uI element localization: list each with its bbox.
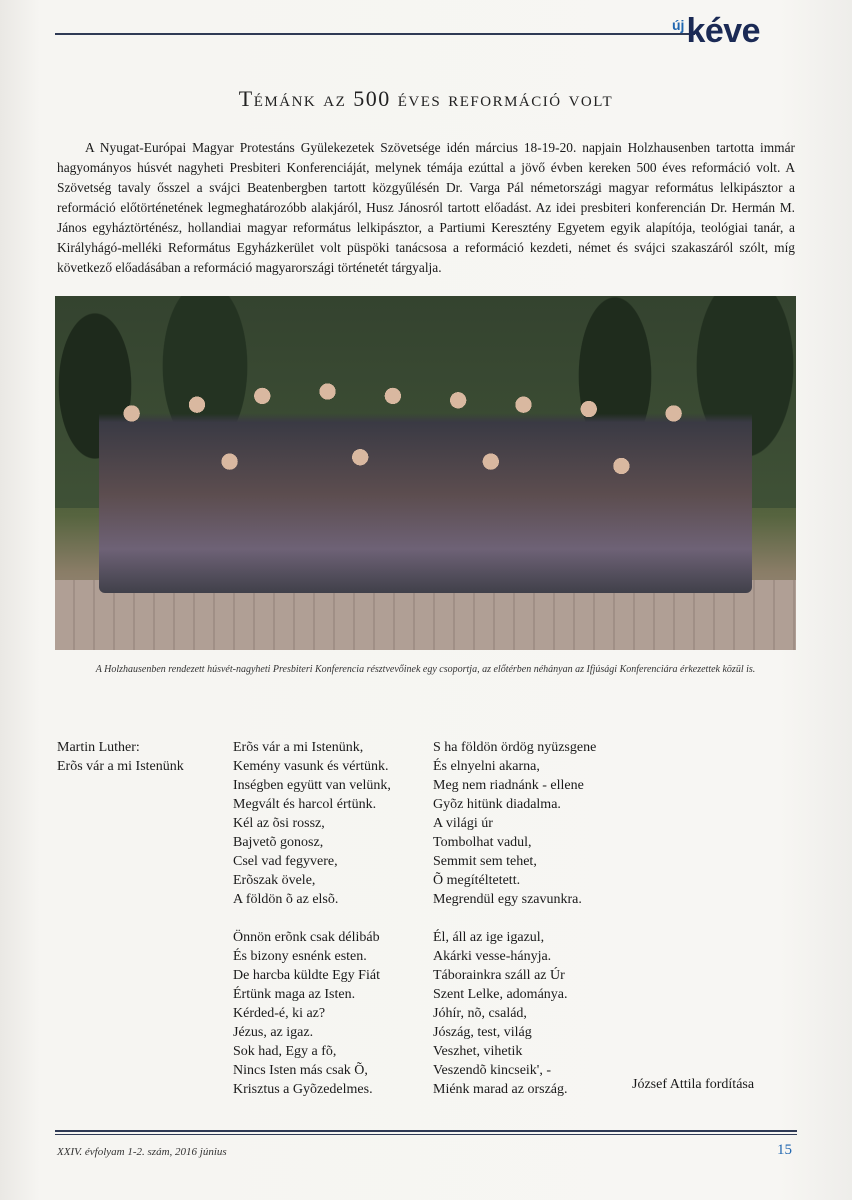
poem-column-1 bbox=[233, 738, 391, 1099]
poem-line: Bajvetõ gonosz, bbox=[233, 835, 324, 850]
poem-title: Erõs vár a mi Istenünk bbox=[57, 759, 184, 774]
magazine-logo bbox=[672, 12, 760, 52]
photo-caption: A Holzhausenben rendezett húsvét-nagyheti Presbiteri Konferencia résztvevőinek egy csoportja, az előtérben néhányan az Ifjúsági Konferenciára érkezettek közül is. bbox=[95, 664, 756, 675]
poem-line: Krisztus a Gyõzedelmes. bbox=[233, 1082, 373, 1097]
logo-small-text: új bbox=[672, 17, 685, 33]
poem-line: Megvált és harcol értünk. bbox=[233, 797, 377, 812]
poem-line: S ha földön ördög nyüzsgene bbox=[433, 740, 597, 755]
poem-author-block bbox=[57, 738, 184, 776]
poem-line: És bizony esnénk esten. bbox=[233, 949, 367, 964]
footer-rule bbox=[55, 1130, 797, 1132]
poem-line: És elnyelni akarna, bbox=[433, 759, 540, 774]
poem-author: Martin Luther: bbox=[57, 740, 140, 755]
poem-column-2 bbox=[433, 738, 596, 1099]
poem-line: Erõs vár a mi Istenünk, bbox=[233, 740, 364, 755]
page-number: 15 bbox=[777, 1142, 792, 1158]
poem-line: Kél az õsi rossz, bbox=[233, 816, 325, 831]
poem-line: Szent Lelke, adománya. bbox=[433, 987, 568, 1002]
poem-line: Táborainkra száll az Úr bbox=[433, 968, 565, 983]
poem-line: Értünk maga az Isten. bbox=[233, 987, 356, 1002]
stanza-gap bbox=[433, 909, 596, 928]
poem-line: Meg nem riadnánk - ellene bbox=[433, 778, 584, 793]
poem-line: A világi úr bbox=[433, 816, 493, 831]
stanza-gap bbox=[233, 909, 391, 928]
poem-line: A földön õ az elsõ. bbox=[233, 892, 339, 907]
poem-line: Akárki vesse-hányja. bbox=[433, 949, 552, 964]
poem-line: De harcba küldte Egy Fiát bbox=[233, 968, 380, 983]
header-rule bbox=[55, 33, 695, 35]
poem-line: Erõszak övele, bbox=[233, 873, 316, 888]
logo-main-text: kéve bbox=[686, 12, 761, 50]
poem-line: Tombolhat vadul, bbox=[433, 835, 532, 850]
poem-line: Jóhír, nõ, család, bbox=[433, 1006, 527, 1021]
poem-line: Kemény vasunk és vértünk. bbox=[233, 759, 389, 774]
poem-line: Önnön erõnk csak délibáb bbox=[233, 930, 380, 945]
group-photo bbox=[55, 296, 796, 650]
poem-line: Sok had, Egy a fõ, bbox=[233, 1044, 337, 1059]
poem-line: Jézus, az igaz. bbox=[233, 1025, 314, 1040]
footer-rule-thin bbox=[55, 1134, 797, 1135]
poem-line: Veszendõ kincseik', - bbox=[433, 1063, 551, 1078]
poem-line: Jószág, test, világ bbox=[433, 1025, 532, 1040]
poem-line: Semmit sem tehet, bbox=[433, 854, 537, 869]
issue-info: XXIV. évfolyam 1-2. szám, 2016 június bbox=[57, 1146, 227, 1158]
poem-line: Veszhet, vihetik bbox=[433, 1044, 523, 1059]
article-title: Témánk az 500 éves reformáció volt bbox=[238, 86, 614, 111]
article-intro: A Nyugat-Európai Magyar Protestáns Gyülekezetek Szövetsége idén március 18-19-20. napjain Holzhausenben tartotta immár hagyományos húsvét nagyheti Presbiteri Konferenciáját, melynek témája ezúttal a jövő évben kereken 500 éves reformáció volt. A Szövetség tavaly ősszel a svájci Beatenbergben tartott közgyűlésén Dr. Varga Pál németországi magyar református lelkipásztor a reformáció előtörténetének legmeghatározóbb alakjáról, Husz Jánosról tartott előadást. Az idei presbiteri konferencián Dr. Hermán M. János egyháztörténész, hollandiai magyar református lelkipásztor, a Partiumi Keresztény Egyetem egyik alapítója, teológiai tanár, a Királyhágó-melléki Református Egyházkerület volt püspöki tanácsosa a reformáció kezdeti, német és svájci szakaszáról szólt, míg következő előadásában a reformáció magyarországi történetét tárgyalja. bbox=[57, 140, 795, 275]
poem-line: Õ megítéltetett. bbox=[433, 873, 521, 888]
poem-line: Él, áll az ige igazul, bbox=[433, 930, 545, 945]
poem-line: Nincs Isten más csak Õ, bbox=[233, 1063, 368, 1078]
poem-translator: József Attila fordítása bbox=[632, 1077, 755, 1092]
photo-people bbox=[99, 374, 751, 593]
poem-line: Miénk marad az ország. bbox=[433, 1082, 568, 1097]
poem-line: Csel vad fegyvere, bbox=[233, 854, 338, 869]
poem-line: Megrendül egy szavunkra. bbox=[433, 892, 582, 907]
poem-line: Gyõz hitünk diadalma. bbox=[433, 797, 561, 812]
poem-line: Inségben együtt van velünk, bbox=[233, 778, 391, 793]
poem-line: Kérded-é, ki az? bbox=[233, 1006, 326, 1021]
